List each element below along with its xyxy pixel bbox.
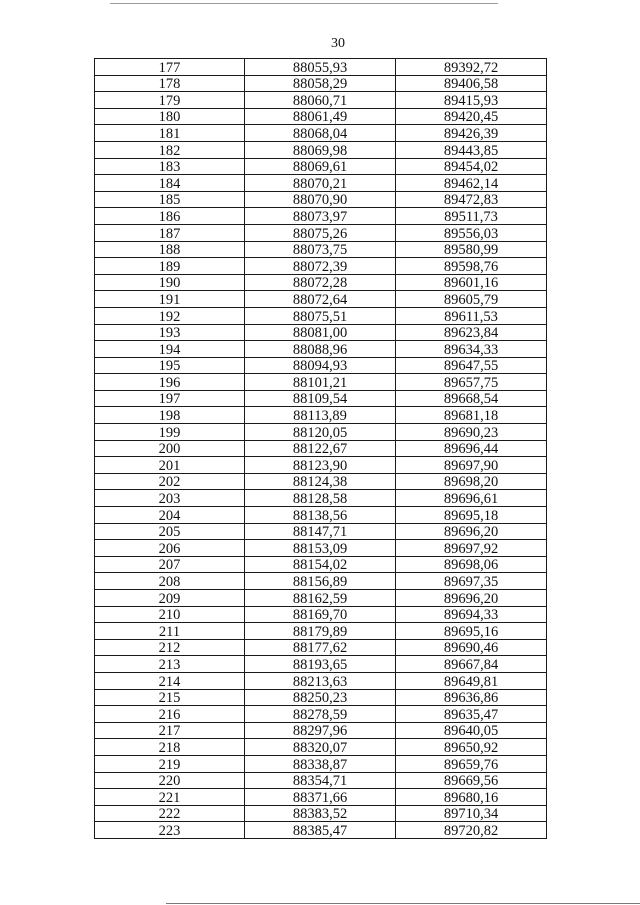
x-coordinate-cell: 88250,23: [245, 689, 396, 706]
point-number-cell: 216: [95, 706, 245, 723]
point-number-cell: 204: [95, 507, 245, 524]
y-coordinate-cell: 89697,90: [396, 457, 547, 474]
table-row: [95, 573, 547, 590]
y-coordinate-cell: 89635,47: [396, 706, 547, 723]
table-row: [95, 689, 547, 706]
table-row: [95, 108, 547, 125]
y-coordinate-cell: 89696,20: [396, 523, 547, 540]
table-row: [95, 523, 547, 540]
point-number-cell: 207: [95, 556, 245, 573]
y-coordinate-cell: 89605,79: [396, 291, 547, 308]
scan-edge-top: [110, 3, 498, 4]
point-number-cell: 210: [95, 606, 245, 623]
table-row: [95, 590, 547, 607]
table-row: [95, 241, 547, 258]
y-coordinate-cell: 89669,56: [396, 772, 547, 789]
x-coordinate-cell: 88070,90: [245, 191, 396, 208]
x-coordinate-cell: 88128,58: [245, 490, 396, 507]
table-row: [95, 822, 547, 839]
y-coordinate-cell: 89406,58: [396, 75, 547, 92]
point-number-cell: 213: [95, 656, 245, 673]
y-coordinate-cell: 89680,16: [396, 789, 547, 806]
x-coordinate-cell: 88320,07: [245, 739, 396, 756]
scan-edge-bottom: [166, 903, 640, 904]
x-coordinate-cell: 88338,87: [245, 755, 396, 772]
table-row: [95, 341, 547, 358]
point-number-cell: 179: [95, 92, 245, 109]
x-coordinate-cell: 88122,67: [245, 440, 396, 457]
point-number-cell: 200: [95, 440, 245, 457]
table-row: [95, 374, 547, 391]
table-row: [95, 639, 547, 656]
point-number-cell: 206: [95, 540, 245, 557]
x-coordinate-cell: 88073,97: [245, 208, 396, 225]
table-row: [95, 706, 547, 723]
y-coordinate-cell: 89601,16: [396, 274, 547, 291]
point-number-cell: 178: [95, 75, 245, 92]
y-coordinate-cell: 89697,92: [396, 540, 547, 557]
table-row: [95, 656, 547, 673]
table-row: [95, 274, 547, 291]
table-row: [95, 440, 547, 457]
table-row: [95, 805, 547, 822]
point-number-cell: 208: [95, 573, 245, 590]
table-row: [95, 92, 547, 109]
x-coordinate-cell: 88162,59: [245, 590, 396, 607]
table-row: [95, 291, 547, 308]
x-coordinate-cell: 88072,28: [245, 274, 396, 291]
y-coordinate-cell: 89659,76: [396, 755, 547, 772]
x-coordinate-cell: 88278,59: [245, 706, 396, 723]
table-row: [95, 357, 547, 374]
table-row: [95, 390, 547, 407]
x-coordinate-cell: 88088,96: [245, 341, 396, 358]
x-coordinate-cell: 88193,65: [245, 656, 396, 673]
point-number-cell: 190: [95, 274, 245, 291]
table-row: [95, 424, 547, 441]
point-number-cell: 202: [95, 473, 245, 490]
x-coordinate-cell: 88069,61: [245, 158, 396, 175]
x-coordinate-cell: 88371,66: [245, 789, 396, 806]
y-coordinate-cell: 89392,72: [396, 59, 547, 76]
table-row: [95, 158, 547, 175]
x-coordinate-cell: 88073,75: [245, 241, 396, 258]
point-number-cell: 195: [95, 357, 245, 374]
point-number-cell: 183: [95, 158, 245, 175]
table-row: [95, 556, 547, 573]
coordinates-table: [94, 58, 547, 839]
x-coordinate-cell: 88383,52: [245, 805, 396, 822]
y-coordinate-cell: 89667,84: [396, 656, 547, 673]
y-coordinate-cell: 89426,39: [396, 125, 547, 142]
y-coordinate-cell: 89462,14: [396, 175, 547, 192]
y-coordinate-cell: 89690,46: [396, 639, 547, 656]
point-number-cell: 209: [95, 590, 245, 607]
table-row: [95, 672, 547, 689]
y-coordinate-cell: 89443,85: [396, 141, 547, 158]
table-row: [95, 739, 547, 756]
point-number-cell: 223: [95, 822, 245, 839]
point-number-cell: 181: [95, 125, 245, 142]
table-row: [95, 407, 547, 424]
point-number-cell: 205: [95, 523, 245, 540]
y-coordinate-cell: 89634,33: [396, 341, 547, 358]
x-coordinate-cell: 88060,71: [245, 92, 396, 109]
x-coordinate-cell: 88297,96: [245, 722, 396, 739]
x-coordinate-cell: 88109,54: [245, 390, 396, 407]
y-coordinate-cell: 89647,55: [396, 357, 547, 374]
x-coordinate-cell: 88070,21: [245, 175, 396, 192]
x-coordinate-cell: 88113,89: [245, 407, 396, 424]
table-row: [95, 457, 547, 474]
y-coordinate-cell: 89556,03: [396, 224, 547, 241]
x-coordinate-cell: 88124,38: [245, 473, 396, 490]
y-coordinate-cell: 89580,99: [396, 241, 547, 258]
table-row: [95, 175, 547, 192]
x-coordinate-cell: 88072,39: [245, 258, 396, 275]
table-row: [95, 623, 547, 640]
x-coordinate-cell: 88072,64: [245, 291, 396, 308]
point-number-cell: 182: [95, 141, 245, 158]
coordinates-table-body: [95, 59, 547, 839]
x-coordinate-cell: 88075,51: [245, 307, 396, 324]
point-number-cell: 184: [95, 175, 245, 192]
table-row: [95, 224, 547, 241]
x-coordinate-cell: 88177,62: [245, 639, 396, 656]
point-number-cell: 215: [95, 689, 245, 706]
point-number-cell: 198: [95, 407, 245, 424]
point-number-cell: 188: [95, 241, 245, 258]
y-coordinate-cell: 89696,20: [396, 590, 547, 607]
point-number-cell: 217: [95, 722, 245, 739]
x-coordinate-cell: 88156,89: [245, 573, 396, 590]
x-coordinate-cell: 88385,47: [245, 822, 396, 839]
y-coordinate-cell: 89511,73: [396, 208, 547, 225]
point-number-cell: 199: [95, 424, 245, 441]
y-coordinate-cell: 89636,86: [396, 689, 547, 706]
point-number-cell: 222: [95, 805, 245, 822]
x-coordinate-cell: 88179,89: [245, 623, 396, 640]
y-coordinate-cell: 89710,34: [396, 805, 547, 822]
table-row: [95, 507, 547, 524]
y-coordinate-cell: 89472,83: [396, 191, 547, 208]
table-row: [95, 125, 547, 142]
point-number-cell: 218: [95, 739, 245, 756]
point-number-cell: 186: [95, 208, 245, 225]
y-coordinate-cell: 89454,02: [396, 158, 547, 175]
y-coordinate-cell: 89696,61: [396, 490, 547, 507]
x-coordinate-cell: 88123,90: [245, 457, 396, 474]
x-coordinate-cell: 88058,29: [245, 75, 396, 92]
table-row: [95, 490, 547, 507]
point-number-cell: 197: [95, 390, 245, 407]
point-number-cell: 214: [95, 672, 245, 689]
point-number-cell: 201: [95, 457, 245, 474]
y-coordinate-cell: 89698,20: [396, 473, 547, 490]
point-number-cell: 185: [95, 191, 245, 208]
y-coordinate-cell: 89681,18: [396, 407, 547, 424]
point-number-cell: 189: [95, 258, 245, 275]
y-coordinate-cell: 89698,06: [396, 556, 547, 573]
y-coordinate-cell: 89657,75: [396, 374, 547, 391]
y-coordinate-cell: 89650,92: [396, 739, 547, 756]
y-coordinate-cell: 89695,18: [396, 507, 547, 524]
x-coordinate-cell: 88354,71: [245, 772, 396, 789]
x-coordinate-cell: 88075,26: [245, 224, 396, 241]
x-coordinate-cell: 88069,98: [245, 141, 396, 158]
table-row: [95, 324, 547, 341]
point-number-cell: 211: [95, 623, 245, 640]
table-row: [95, 473, 547, 490]
x-coordinate-cell: 88081,00: [245, 324, 396, 341]
point-number-cell: 187: [95, 224, 245, 241]
table-row: [95, 789, 547, 806]
point-number-cell: 177: [95, 59, 245, 76]
table-row: [95, 141, 547, 158]
x-coordinate-cell: 88138,56: [245, 507, 396, 524]
point-number-cell: 221: [95, 789, 245, 806]
x-coordinate-cell: 88153,09: [245, 540, 396, 557]
y-coordinate-cell: 89598,76: [396, 258, 547, 275]
x-coordinate-cell: 88068,04: [245, 125, 396, 142]
point-number-cell: 219: [95, 755, 245, 772]
y-coordinate-cell: 89696,44: [396, 440, 547, 457]
x-coordinate-cell: 88213,63: [245, 672, 396, 689]
x-coordinate-cell: 88061,49: [245, 108, 396, 125]
table-row: [95, 540, 547, 557]
y-coordinate-cell: 89649,81: [396, 672, 547, 689]
table-row: [95, 75, 547, 92]
x-coordinate-cell: 88154,02: [245, 556, 396, 573]
y-coordinate-cell: 89420,45: [396, 108, 547, 125]
y-coordinate-cell: 89611,53: [396, 307, 547, 324]
table-row: [95, 258, 547, 275]
page-number: 30: [331, 36, 345, 51]
y-coordinate-cell: 89623,84: [396, 324, 547, 341]
table-row: [95, 772, 547, 789]
x-coordinate-cell: 88094,93: [245, 357, 396, 374]
x-coordinate-cell: 88120,05: [245, 424, 396, 441]
y-coordinate-cell: 89668,54: [396, 390, 547, 407]
point-number-cell: 191: [95, 291, 245, 308]
x-coordinate-cell: 88169,70: [245, 606, 396, 623]
table-row: [95, 59, 547, 76]
x-coordinate-cell: 88101,21: [245, 374, 396, 391]
x-coordinate-cell: 88147,71: [245, 523, 396, 540]
y-coordinate-cell: 89697,35: [396, 573, 547, 590]
point-number-cell: 220: [95, 772, 245, 789]
y-coordinate-cell: 89690,23: [396, 424, 547, 441]
y-coordinate-cell: 89640,05: [396, 722, 547, 739]
point-number-cell: 192: [95, 307, 245, 324]
point-number-cell: 180: [95, 108, 245, 125]
table-row: [95, 191, 547, 208]
y-coordinate-cell: 89415,93: [396, 92, 547, 109]
y-coordinate-cell: 89720,82: [396, 822, 547, 839]
point-number-cell: 193: [95, 324, 245, 341]
table-row: [95, 722, 547, 739]
point-number-cell: 212: [95, 639, 245, 656]
y-coordinate-cell: 89694,33: [396, 606, 547, 623]
point-number-cell: 203: [95, 490, 245, 507]
table-row: [95, 755, 547, 772]
x-coordinate-cell: 88055,93: [245, 59, 396, 76]
table-row: [95, 307, 547, 324]
y-coordinate-cell: 89695,16: [396, 623, 547, 640]
point-number-cell: 194: [95, 341, 245, 358]
table-row: [95, 606, 547, 623]
point-number-cell: 196: [95, 374, 245, 391]
table-row: [95, 208, 547, 225]
